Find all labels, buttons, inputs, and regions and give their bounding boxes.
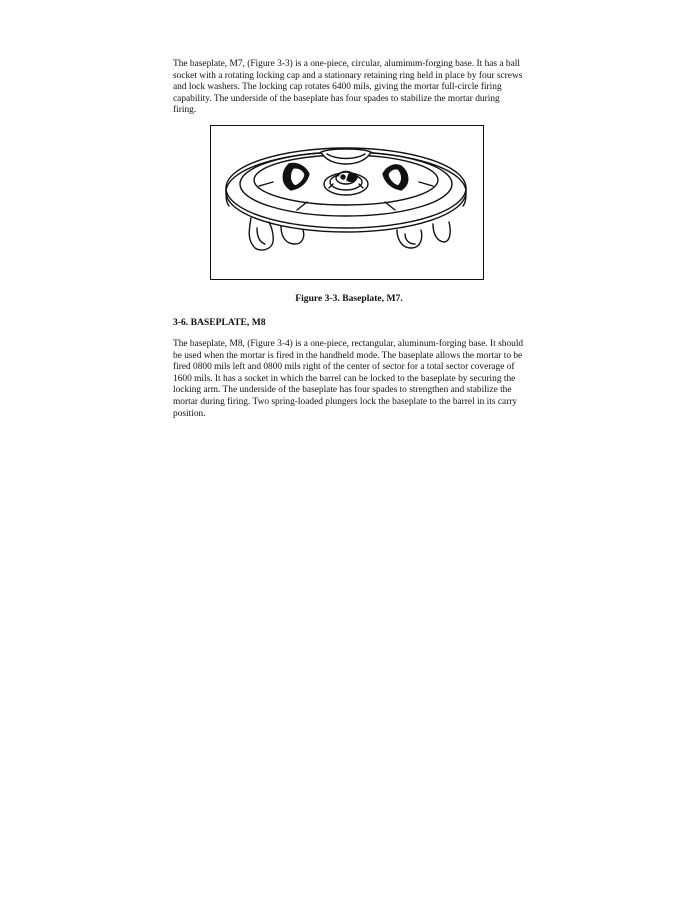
- intro-paragraph: The baseplate, M7, (Figure 3-3) is a one-piece, circular, aluminum-forging base. It has a ball socket with a rotating locking cap and a stationary retaining ring held in place by four screws and lock washers. The locking cap rotates 6400 mils, giving the mortar full-circle firing capability. The underside of the baseplate has four spades to stabilize the mortar during firing.: [173, 59, 523, 116]
- section-heading: 3-6. BASEPLATE, M8: [173, 317, 266, 328]
- baseplate-m7-illustration-icon: [211, 126, 482, 278]
- figure-baseplate-m7: [210, 125, 484, 280]
- figure-caption: Figure 3-3. Baseplate, M7.: [295, 293, 403, 304]
- m8-paragraph: The baseplate, M8, (Figure 3-4) is a one-piece, rectangular, aluminum-forging base. It should be used when the mortar is fired in the handheld mode. The baseplate allows the mortar to be fired 0800 mils left and 0800 mils right of the center of sector for a total sector coverage of 1600 mils. It has a socket in which the barrel can be locked to the baseplate by securing the locking arm. The underside of the baseplate has four spades to strengthen and stabilize the mortar during firing. Two spring-loaded plungers lock the baseplate to the barrel in its carry position.: [173, 339, 524, 419]
